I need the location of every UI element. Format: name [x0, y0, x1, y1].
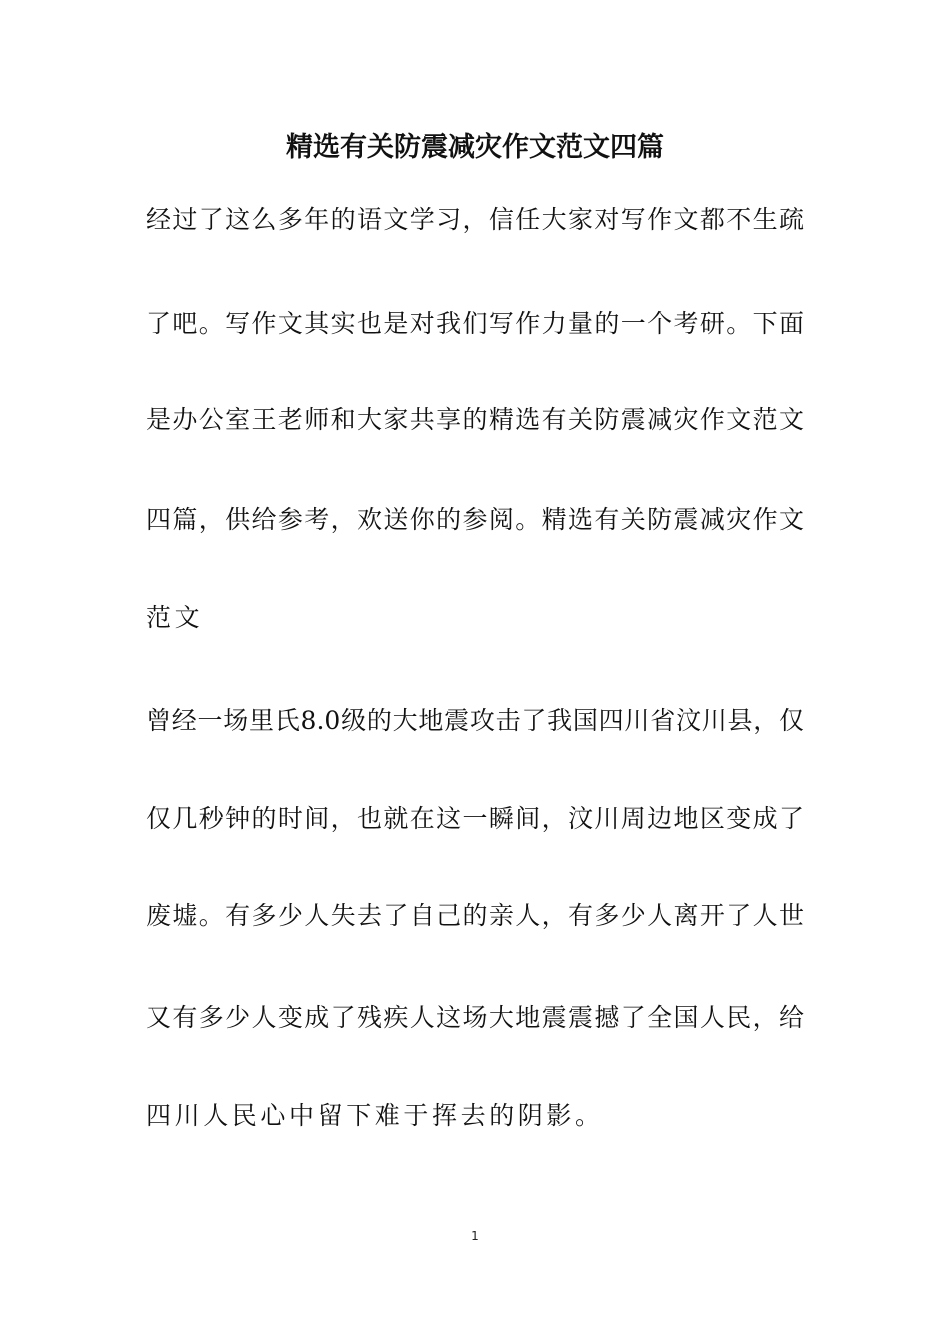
paragraph-line: 曾经一场里氏8.0级的大地震攻击了我国四川省汶川县，仅 [146, 706, 804, 735]
paragraph-line: 废墟。有多少人失去了自己的亲人，有多少人离开了人世 [146, 901, 804, 930]
paragraph-line: 四川人民心中留下难于挥去的阴影。 [146, 1101, 604, 1130]
paragraph-line: 范文 [146, 603, 204, 632]
paragraph-line: 是办公室王老师和大家共享的精选有关防震减灾作文范文 [146, 405, 804, 434]
page-number: 1 [471, 1229, 479, 1243]
paragraph-line: 了吧。写作文其实也是对我们写作力量的一个考研。下面 [146, 309, 804, 338]
paragraph-line: 经过了这么多年的语文学习，信任大家对写作文都不生疏 [146, 205, 804, 234]
paragraph-line: 仅几秒钟的时间，也就在这一瞬间，汶川周边地区变成了 [146, 804, 804, 833]
document-title: 精选有关防震减灾作文范文四篇 [286, 132, 664, 163]
paragraph-line: 又有多少人变成了残疾人这场大地震震撼了全国人民，给 [146, 1003, 804, 1032]
paragraph-line: 四篇，供给参考，欢送你的参阅。精选有关防震减灾作文 [146, 505, 804, 534]
